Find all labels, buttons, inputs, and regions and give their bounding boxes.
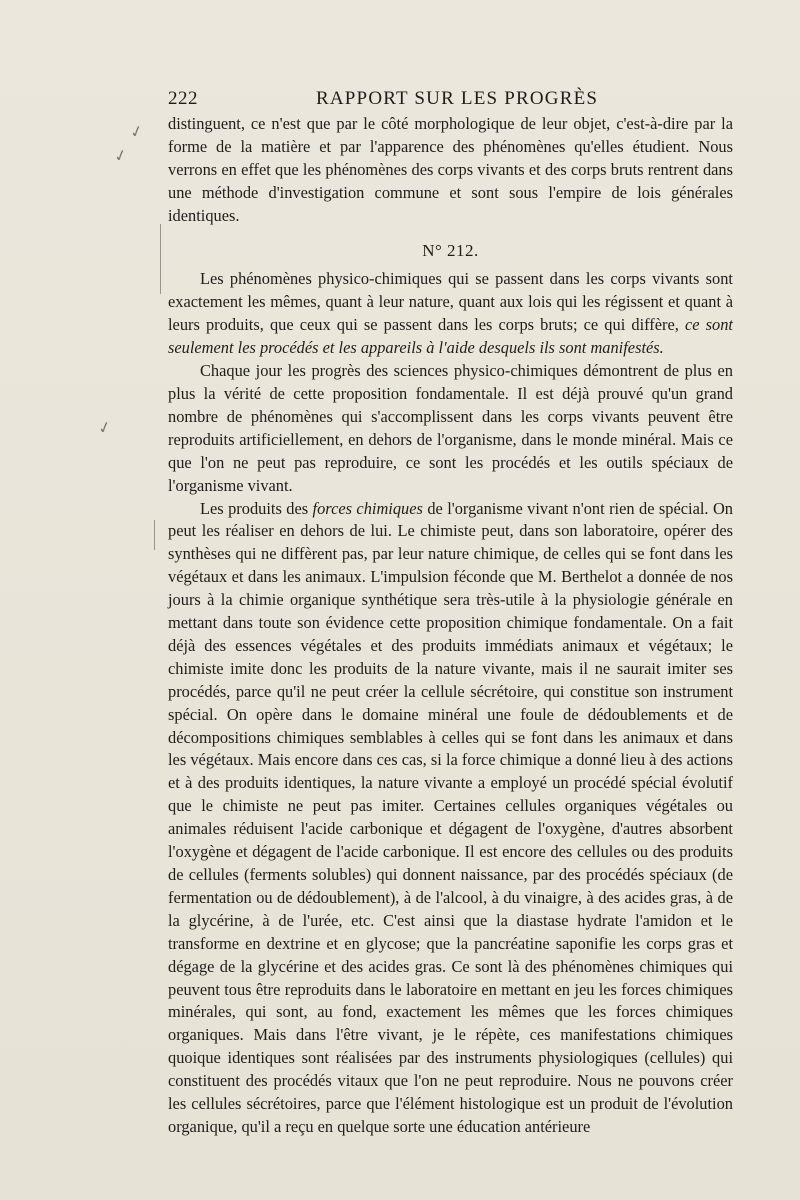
page-body <box>168 113 733 1139</box>
paragraph-italic: forces chimiques <box>312 498 423 518</box>
section-paragraph-1 <box>168 268 733 360</box>
pencil-mark-icon: ✓ <box>95 416 114 439</box>
running-head: RAPPORT SUR LES PROGRÈS <box>316 88 599 109</box>
pencil-bracket <box>154 520 155 550</box>
intro-paragraph: distinguent, ce n'est que par le côté morphologique de leur objet, c'est-à-dire par la forme de la matière et par l'apparence des phénomènes qu'elles étudient. Nous verrons en effet que les phénomènes des corps vivants et des corps bruts rentrent dans une méthode d'investigation commune et sont sous l'empire de lois générales identiques. <box>168 114 733 225</box>
pencil-bracket <box>160 224 161 294</box>
section-title: N° 212. <box>422 240 479 260</box>
section-paragraph-3 <box>168 498 733 1139</box>
paragraph-text: Les produits des <box>200 498 313 518</box>
pencil-mark-icon: ✓ <box>111 144 130 167</box>
paragraph-italic: ce sont seulement les procédés et les appareils à l'aide desquels ils sont manifestés. <box>168 315 733 358</box>
section-paragraph-2: Chaque jour les progrès des sciences physico-chimiques démontrent de plus en plus la vérité de cette proposition fondamentale. Il est déjà prouvé qu'un grand nombre de phénomènes qui s'accomplissent dans les corps vivants peuvent être reproduits artificiellement, en dehors de l'organisme, dans le monde minéral. Mais ce que l'on ne peut pas reproduire, ce sont les procédés et les outils spéciaux de l'organisme vivant. <box>168 361 733 495</box>
paragraph-text: de l'organisme vivant n'ont rien de spécial. On peut les réaliser en dehors de lui. Le chimiste peut, dans son laboratoire, opérer des synthèses qui ne diffèrent pas, par leur nature chimique, de celles qui se font dans les végétaux et dans les animaux. L'impulsion féconde que M. Berthelot a donnée de nos jours à la chimie organique synthétique sera très-utile à la physiologie générale en mettant dans toute son évidence cette proposition chimique fondamentale. On a fait déjà des essences végétales et des produits immédiats animaux et végétaux; le chimiste imite donc les produits de la nature vivante, mais il ne saurait imiter ses procédés, parce qu'il ne peut créer la cellule sécrétoire, qui constitue son instrument spécial. On opère dans le domaine minéral une foule de dédoublements et de décompositions chimiques semblables à celles qui se font dans les animaux et dans les végétaux. Mais encore dans ces cas, si la force chimique a donné lieu à des actions et à des produits identiques, la nature vivante a employé un procédé spécial évolutif que le chimiste ne peut pas imiter. Certaines cellules organiques végétales ou animales réduisent l'acide carbonique et dégagent de l'oxygène, d'autres absorbent l'oxygène et dégagent de l'acide carbonique. Il est encore des cellules ou des produits de cellules (ferments solubles) qui donnent naissance, par des procédés spéciaux (de fermentation ou de dédoublement), à de l'alcool, à du vinaigre, à des acides gras, à de la glycérine, à de l'urée, etc. C'est ainsi que la diastase hydrate l'amidon et le transforme en dextrine et en glycose; que la pancréatine saponifie les corps gras et dégage de la glycérine et des acides gras. Ce sont là des phénomènes chimiques qui peuvent tous être reproduits dans le laboratoire en mettant en jeu les forces chimiques minérales, qui sont, au fond, exactement les mêmes que les forces chimiques organiques. Mais dans l'être vivant, je le répète, ces manifestations chimiques quoique identiques sont réalisées par des instruments physiologiques (cellules) qui constituent des procédés vitaux que l'on ne peut reproduire. Nous ne pouvons créer les cellules sécrétoires, parce que l'élément histologique est un produit de l'évolution organique, qu'il a reçu en quelque sorte une éducation antérieure <box>168 498 733 1136</box>
page-number: 222 <box>168 88 198 109</box>
page-header <box>168 84 733 114</box>
paragraph-text: Les phénomènes physico-chimiques qui se passent dans les corps vivants sont exactement les mêmes, quant à leur nature, quant aux lois qui les régissent et quant à leurs produits, que ceux qui se passent dans les corps bruts; ce qui diffère, <box>168 269 733 335</box>
pencil-mark-icon: ✓ <box>127 120 146 143</box>
